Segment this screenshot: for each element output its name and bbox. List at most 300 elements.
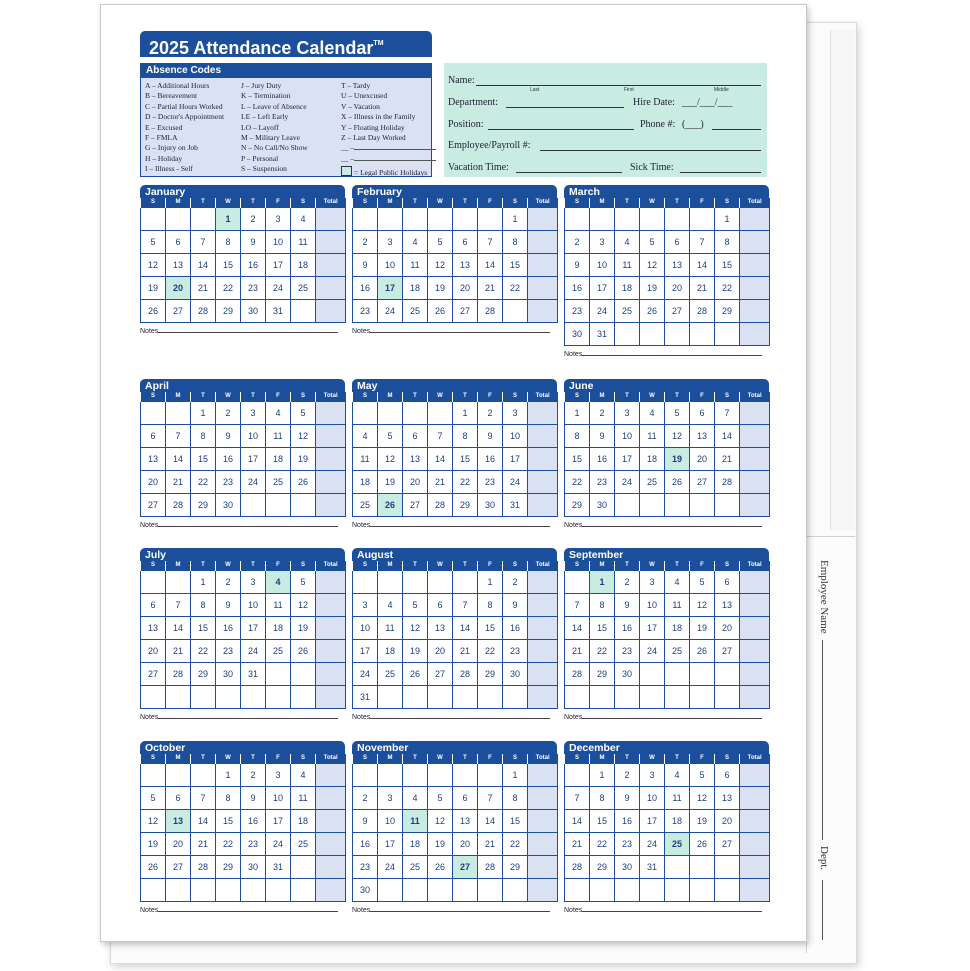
day-cell[interactable]: 22 [453, 471, 478, 494]
day-cell[interactable]: 29 [191, 494, 216, 517]
day-cell[interactable]: 1 [191, 402, 216, 425]
day-cell[interactable]: 18 [291, 810, 316, 833]
day-cell[interactable]: 10 [241, 594, 266, 617]
day-cell[interactable]: 4 [266, 571, 291, 594]
empty-cell[interactable] [141, 764, 166, 787]
day-cell[interactable]: 19 [291, 617, 316, 640]
week-total-cell[interactable] [528, 617, 558, 640]
empty-cell[interactable] [216, 879, 241, 902]
day-cell[interactable]: 12 [403, 617, 428, 640]
day-cell[interactable]: 30 [615, 856, 640, 879]
day-cell[interactable]: 3 [503, 402, 528, 425]
day-cell[interactable]: 7 [478, 787, 503, 810]
day-cell[interactable]: 3 [241, 402, 266, 425]
day-cell[interactable]: 8 [453, 425, 478, 448]
empty-cell[interactable] [403, 686, 428, 709]
empty-cell[interactable] [565, 686, 590, 709]
empty-cell[interactable] [503, 686, 528, 709]
empty-cell[interactable] [665, 663, 690, 686]
empty-cell[interactable] [428, 686, 453, 709]
day-cell[interactable]: 23 [353, 300, 378, 323]
empty-cell[interactable] [640, 208, 665, 231]
empty-cell[interactable] [715, 856, 740, 879]
day-cell[interactable]: 16 [353, 833, 378, 856]
day-cell[interactable]: 6 [690, 402, 715, 425]
day-cell[interactable]: 31 [353, 686, 378, 709]
day-cell[interactable]: 26 [428, 856, 453, 879]
day-cell[interactable]: 15 [216, 810, 241, 833]
day-cell[interactable]: 6 [665, 231, 690, 254]
day-cell[interactable]: 25 [403, 300, 428, 323]
day-cell[interactable]: 20 [715, 810, 740, 833]
day-cell[interactable]: 27 [141, 494, 166, 517]
week-total-cell[interactable] [528, 787, 558, 810]
day-cell[interactable]: 21 [478, 277, 503, 300]
empty-cell[interactable] [478, 764, 503, 787]
empty-cell[interactable] [690, 856, 715, 879]
week-total-cell[interactable] [528, 494, 558, 517]
day-cell[interactable]: 7 [565, 594, 590, 617]
name-field[interactable] [476, 85, 761, 86]
day-cell[interactable]: 26 [291, 640, 316, 663]
empty-cell[interactable] [665, 686, 690, 709]
empty-cell[interactable] [565, 764, 590, 787]
empty-cell[interactable] [378, 571, 403, 594]
day-cell[interactable]: 13 [715, 787, 740, 810]
week-total-cell[interactable] [316, 300, 346, 323]
empty-cell[interactable] [503, 300, 528, 323]
empty-cell[interactable] [291, 686, 316, 709]
empty-cell[interactable] [428, 764, 453, 787]
day-cell[interactable]: 5 [690, 764, 715, 787]
empty-cell[interactable] [478, 879, 503, 902]
week-total-cell[interactable] [316, 640, 346, 663]
day-cell[interactable]: 13 [453, 810, 478, 833]
day-cell[interactable]: 12 [141, 254, 166, 277]
day-cell[interactable]: 3 [590, 231, 615, 254]
day-cell[interactable]: 14 [453, 617, 478, 640]
day-cell[interactable]: 11 [266, 594, 291, 617]
empty-cell[interactable] [353, 764, 378, 787]
week-total-cell[interactable] [740, 810, 770, 833]
day-cell[interactable]: 14 [166, 448, 191, 471]
week-total-cell[interactable] [316, 686, 346, 709]
day-cell[interactable]: 23 [216, 471, 241, 494]
day-cell[interactable]: 30 [615, 663, 640, 686]
day-cell[interactable]: 10 [378, 254, 403, 277]
day-cell[interactable]: 25 [291, 277, 316, 300]
day-cell[interactable]: 12 [428, 810, 453, 833]
day-cell[interactable]: 23 [590, 471, 615, 494]
day-cell[interactable]: 4 [640, 402, 665, 425]
day-cell[interactable]: 18 [640, 448, 665, 471]
day-cell[interactable]: 13 [715, 594, 740, 617]
day-cell[interactable]: 30 [565, 323, 590, 346]
day-cell[interactable]: 22 [191, 640, 216, 663]
day-cell[interactable]: 24 [503, 471, 528, 494]
custom-code-line[interactable] [354, 143, 436, 150]
day-cell[interactable]: 2 [590, 402, 615, 425]
day-cell[interactable]: 21 [478, 833, 503, 856]
notes-line[interactable] [140, 326, 345, 335]
empty-cell[interactable] [453, 686, 478, 709]
day-cell[interactable]: 7 [428, 425, 453, 448]
day-cell[interactable]: 10 [378, 810, 403, 833]
day-cell[interactable]: 17 [266, 810, 291, 833]
day-cell[interactable]: 7 [166, 425, 191, 448]
day-cell[interactable]: 16 [216, 448, 241, 471]
day-cell[interactable]: 22 [715, 277, 740, 300]
day-cell[interactable]: 10 [590, 254, 615, 277]
day-cell[interactable]: 4 [665, 764, 690, 787]
day-cell[interactable]: 17 [640, 617, 665, 640]
day-cell[interactable]: 6 [428, 594, 453, 617]
empty-cell[interactable] [141, 402, 166, 425]
day-cell[interactable]: 23 [478, 471, 503, 494]
day-cell[interactable]: 31 [266, 856, 291, 879]
day-cell[interactable]: 29 [715, 300, 740, 323]
day-cell[interactable]: 28 [166, 663, 191, 686]
day-cell[interactable]: 21 [166, 471, 191, 494]
week-total-cell[interactable] [528, 640, 558, 663]
day-cell[interactable]: 18 [353, 471, 378, 494]
department-field[interactable] [506, 107, 624, 108]
week-total-cell[interactable] [528, 254, 558, 277]
day-cell[interactable]: 24 [640, 833, 665, 856]
day-cell[interactable]: 28 [478, 856, 503, 879]
notes-rule[interactable] [158, 520, 338, 527]
hire-date-field[interactable]: ___/___/___ [682, 97, 733, 108]
day-cell[interactable]: 31 [590, 323, 615, 346]
week-total-cell[interactable] [528, 810, 558, 833]
empty-cell[interactable] [378, 208, 403, 231]
empty-cell[interactable] [665, 208, 690, 231]
week-total-cell[interactable] [316, 764, 346, 787]
day-cell[interactable]: 2 [241, 208, 266, 231]
day-cell[interactable]: 1 [453, 402, 478, 425]
day-cell[interactable]: 1 [590, 764, 615, 787]
empty-cell[interactable] [403, 571, 428, 594]
notes-rule[interactable] [582, 349, 762, 356]
empty-cell[interactable] [428, 208, 453, 231]
day-cell[interactable]: 15 [590, 617, 615, 640]
day-cell[interactable]: 13 [665, 254, 690, 277]
day-cell[interactable]: 26 [141, 300, 166, 323]
day-cell[interactable]: 18 [291, 254, 316, 277]
week-total-cell[interactable] [528, 833, 558, 856]
day-cell[interactable]: 23 [503, 640, 528, 663]
day-cell[interactable]: 11 [291, 231, 316, 254]
empty-cell[interactable] [166, 879, 191, 902]
week-total-cell[interactable] [740, 323, 770, 346]
empty-cell[interactable] [378, 686, 403, 709]
day-cell[interactable]: 14 [191, 810, 216, 833]
week-total-cell[interactable] [740, 494, 770, 517]
empty-cell[interactable] [291, 879, 316, 902]
week-total-cell[interactable] [528, 425, 558, 448]
day-cell[interactable]: 18 [403, 277, 428, 300]
empty-cell[interactable] [266, 879, 291, 902]
day-cell[interactable]: 3 [615, 402, 640, 425]
empty-cell[interactable] [378, 764, 403, 787]
day-cell[interactable]: 10 [266, 231, 291, 254]
empty-cell[interactable] [715, 323, 740, 346]
day-cell[interactable]: 7 [690, 231, 715, 254]
day-cell[interactable]: 11 [403, 810, 428, 833]
week-total-cell[interactable] [316, 231, 346, 254]
empty-cell[interactable] [403, 208, 428, 231]
empty-cell[interactable] [166, 402, 191, 425]
day-cell[interactable]: 7 [453, 594, 478, 617]
empty-cell[interactable] [478, 208, 503, 231]
day-cell[interactable]: 8 [590, 787, 615, 810]
day-cell[interactable]: 30 [503, 663, 528, 686]
empty-cell[interactable] [378, 879, 403, 902]
empty-cell[interactable] [690, 323, 715, 346]
day-cell[interactable]: 26 [640, 300, 665, 323]
day-cell[interactable]: 22 [478, 640, 503, 663]
week-total-cell[interactable] [740, 208, 770, 231]
day-cell[interactable]: 19 [640, 277, 665, 300]
empty-cell[interactable] [665, 494, 690, 517]
week-total-cell[interactable] [316, 425, 346, 448]
day-cell[interactable]: 19 [141, 833, 166, 856]
day-cell[interactable]: 20 [715, 617, 740, 640]
notes-line[interactable] [564, 520, 769, 529]
day-cell[interactable]: 23 [353, 856, 378, 879]
day-cell[interactable]: 20 [141, 640, 166, 663]
day-cell[interactable]: 19 [428, 277, 453, 300]
week-total-cell[interactable] [528, 402, 558, 425]
day-cell[interactable]: 31 [640, 856, 665, 879]
day-cell[interactable]: 25 [266, 640, 291, 663]
day-cell[interactable]: 26 [291, 471, 316, 494]
day-cell[interactable]: 7 [715, 402, 740, 425]
empty-cell[interactable] [191, 764, 216, 787]
day-cell[interactable]: 7 [166, 594, 191, 617]
week-total-cell[interactable] [528, 571, 558, 594]
empty-cell[interactable] [403, 402, 428, 425]
day-cell[interactable]: 22 [590, 833, 615, 856]
day-cell[interactable]: 28 [565, 663, 590, 686]
day-cell[interactable]: 24 [266, 833, 291, 856]
empty-cell[interactable] [266, 663, 291, 686]
empty-cell[interactable] [428, 402, 453, 425]
notes-rule[interactable] [370, 712, 550, 719]
empty-cell[interactable] [665, 323, 690, 346]
day-cell[interactable]: 11 [615, 254, 640, 277]
day-cell[interactable]: 9 [216, 425, 241, 448]
day-cell[interactable]: 8 [216, 787, 241, 810]
day-cell[interactable]: 11 [353, 448, 378, 471]
empty-cell[interactable] [690, 663, 715, 686]
day-cell[interactable]: 8 [503, 787, 528, 810]
day-cell[interactable]: 6 [715, 764, 740, 787]
day-cell[interactable]: 21 [565, 833, 590, 856]
week-total-cell[interactable] [740, 663, 770, 686]
week-total-cell[interactable] [528, 764, 558, 787]
day-cell[interactable]: 28 [478, 300, 503, 323]
empty-cell[interactable] [565, 208, 590, 231]
day-cell[interactable]: 8 [503, 231, 528, 254]
empty-cell[interactable] [266, 686, 291, 709]
empty-cell[interactable] [141, 686, 166, 709]
day-cell[interactable]: 9 [615, 787, 640, 810]
day-cell[interactable]: 19 [665, 448, 690, 471]
empty-cell[interactable] [715, 879, 740, 902]
day-cell[interactable]: 23 [241, 277, 266, 300]
day-cell[interactable]: 2 [353, 231, 378, 254]
day-cell[interactable]: 6 [166, 231, 191, 254]
day-cell[interactable]: 24 [353, 663, 378, 686]
day-cell[interactable]: 11 [665, 787, 690, 810]
week-total-cell[interactable] [740, 686, 770, 709]
day-cell[interactable]: 16 [615, 617, 640, 640]
empty-cell[interactable] [141, 879, 166, 902]
day-cell[interactable]: 4 [665, 571, 690, 594]
day-cell[interactable]: 13 [166, 254, 191, 277]
day-cell[interactable]: 19 [291, 448, 316, 471]
day-cell[interactable]: 30 [353, 879, 378, 902]
day-cell[interactable]: 5 [378, 425, 403, 448]
day-cell[interactable]: 7 [191, 231, 216, 254]
empty-cell[interactable] [453, 764, 478, 787]
day-cell[interactable]: 10 [266, 787, 291, 810]
empty-cell[interactable] [615, 208, 640, 231]
empty-cell[interactable] [166, 571, 191, 594]
day-cell[interactable]: 23 [216, 640, 241, 663]
empty-cell[interactable] [241, 494, 266, 517]
notes-line[interactable] [352, 520, 557, 529]
empty-cell[interactable] [640, 663, 665, 686]
day-cell[interactable]: 19 [403, 640, 428, 663]
week-total-cell[interactable] [740, 879, 770, 902]
day-cell[interactable]: 8 [715, 231, 740, 254]
day-cell[interactable]: 9 [353, 810, 378, 833]
day-cell[interactable]: 17 [503, 448, 528, 471]
empty-cell[interactable] [715, 494, 740, 517]
day-cell[interactable]: 5 [428, 787, 453, 810]
empty-cell[interactable] [715, 686, 740, 709]
week-total-cell[interactable] [528, 686, 558, 709]
day-cell[interactable]: 25 [665, 640, 690, 663]
day-cell[interactable]: 25 [353, 494, 378, 517]
day-cell[interactable]: 1 [191, 571, 216, 594]
day-cell[interactable]: 15 [191, 448, 216, 471]
day-cell[interactable]: 17 [378, 277, 403, 300]
day-cell[interactable]: 30 [216, 494, 241, 517]
day-cell[interactable]: 17 [241, 448, 266, 471]
day-cell[interactable]: 26 [378, 494, 403, 517]
day-cell[interactable]: 3 [241, 571, 266, 594]
day-cell[interactable]: 11 [665, 594, 690, 617]
empty-cell[interactable] [690, 686, 715, 709]
day-cell[interactable]: 13 [403, 448, 428, 471]
day-cell[interactable]: 31 [241, 663, 266, 686]
empty-cell[interactable] [640, 323, 665, 346]
day-cell[interactable]: 8 [565, 425, 590, 448]
day-cell[interactable]: 6 [715, 571, 740, 594]
day-cell[interactable]: 12 [428, 254, 453, 277]
empty-cell[interactable] [191, 686, 216, 709]
week-total-cell[interactable] [740, 594, 770, 617]
day-cell[interactable]: 1 [503, 208, 528, 231]
day-cell[interactable]: 2 [565, 231, 590, 254]
day-cell[interactable]: 19 [690, 810, 715, 833]
day-cell[interactable]: 24 [266, 277, 291, 300]
day-cell[interactable]: 4 [378, 594, 403, 617]
week-total-cell[interactable] [316, 856, 346, 879]
week-total-cell[interactable] [316, 810, 346, 833]
day-cell[interactable]: 23 [241, 833, 266, 856]
day-cell[interactable]: 1 [216, 764, 241, 787]
empty-cell[interactable] [428, 879, 453, 902]
day-cell[interactable]: 29 [478, 663, 503, 686]
day-cell[interactable]: 13 [453, 254, 478, 277]
day-cell[interactable]: 16 [615, 810, 640, 833]
week-total-cell[interactable] [528, 300, 558, 323]
day-cell[interactable]: 20 [166, 277, 191, 300]
day-cell[interactable]: 29 [191, 663, 216, 686]
empty-cell[interactable] [715, 663, 740, 686]
day-cell[interactable]: 22 [216, 277, 241, 300]
week-total-cell[interactable] [528, 471, 558, 494]
day-cell[interactable]: 25 [615, 300, 640, 323]
day-cell[interactable]: 14 [191, 254, 216, 277]
day-cell[interactable]: 11 [378, 617, 403, 640]
day-cell[interactable]: 11 [291, 787, 316, 810]
day-cell[interactable]: 9 [478, 425, 503, 448]
day-cell[interactable]: 11 [640, 425, 665, 448]
day-cell[interactable]: 3 [266, 764, 291, 787]
empty-cell[interactable] [166, 764, 191, 787]
day-cell[interactable]: 1 [503, 764, 528, 787]
empty-cell[interactable] [216, 686, 241, 709]
day-cell[interactable]: 5 [403, 594, 428, 617]
empty-cell[interactable] [291, 494, 316, 517]
day-cell[interactable]: 17 [615, 448, 640, 471]
day-cell[interactable]: 15 [503, 254, 528, 277]
week-total-cell[interactable] [740, 231, 770, 254]
week-total-cell[interactable] [528, 448, 558, 471]
phone-field[interactable] [712, 129, 761, 130]
day-cell[interactable]: 30 [241, 856, 266, 879]
day-cell[interactable]: 10 [241, 425, 266, 448]
day-cell[interactable]: 15 [565, 448, 590, 471]
day-cell[interactable]: 14 [478, 810, 503, 833]
day-cell[interactable]: 5 [640, 231, 665, 254]
day-cell[interactable]: 25 [665, 833, 690, 856]
empty-cell[interactable] [615, 686, 640, 709]
empty-cell[interactable] [291, 300, 316, 323]
day-cell[interactable]: 25 [266, 471, 291, 494]
day-cell[interactable]: 14 [565, 810, 590, 833]
day-cell[interactable]: 5 [665, 402, 690, 425]
week-total-cell[interactable] [316, 254, 346, 277]
notes-line[interactable] [352, 712, 557, 721]
day-cell[interactable]: 30 [478, 494, 503, 517]
day-cell[interactable]: 2 [503, 571, 528, 594]
empty-cell[interactable] [565, 879, 590, 902]
day-cell[interactable]: 13 [428, 617, 453, 640]
day-cell[interactable]: 28 [715, 471, 740, 494]
week-total-cell[interactable] [740, 571, 770, 594]
day-cell[interactable]: 18 [665, 810, 690, 833]
phone-area-code[interactable]: (___) [682, 119, 704, 130]
notes-rule[interactable] [582, 520, 762, 527]
empty-cell[interactable] [503, 879, 528, 902]
day-cell[interactable]: 21 [565, 640, 590, 663]
